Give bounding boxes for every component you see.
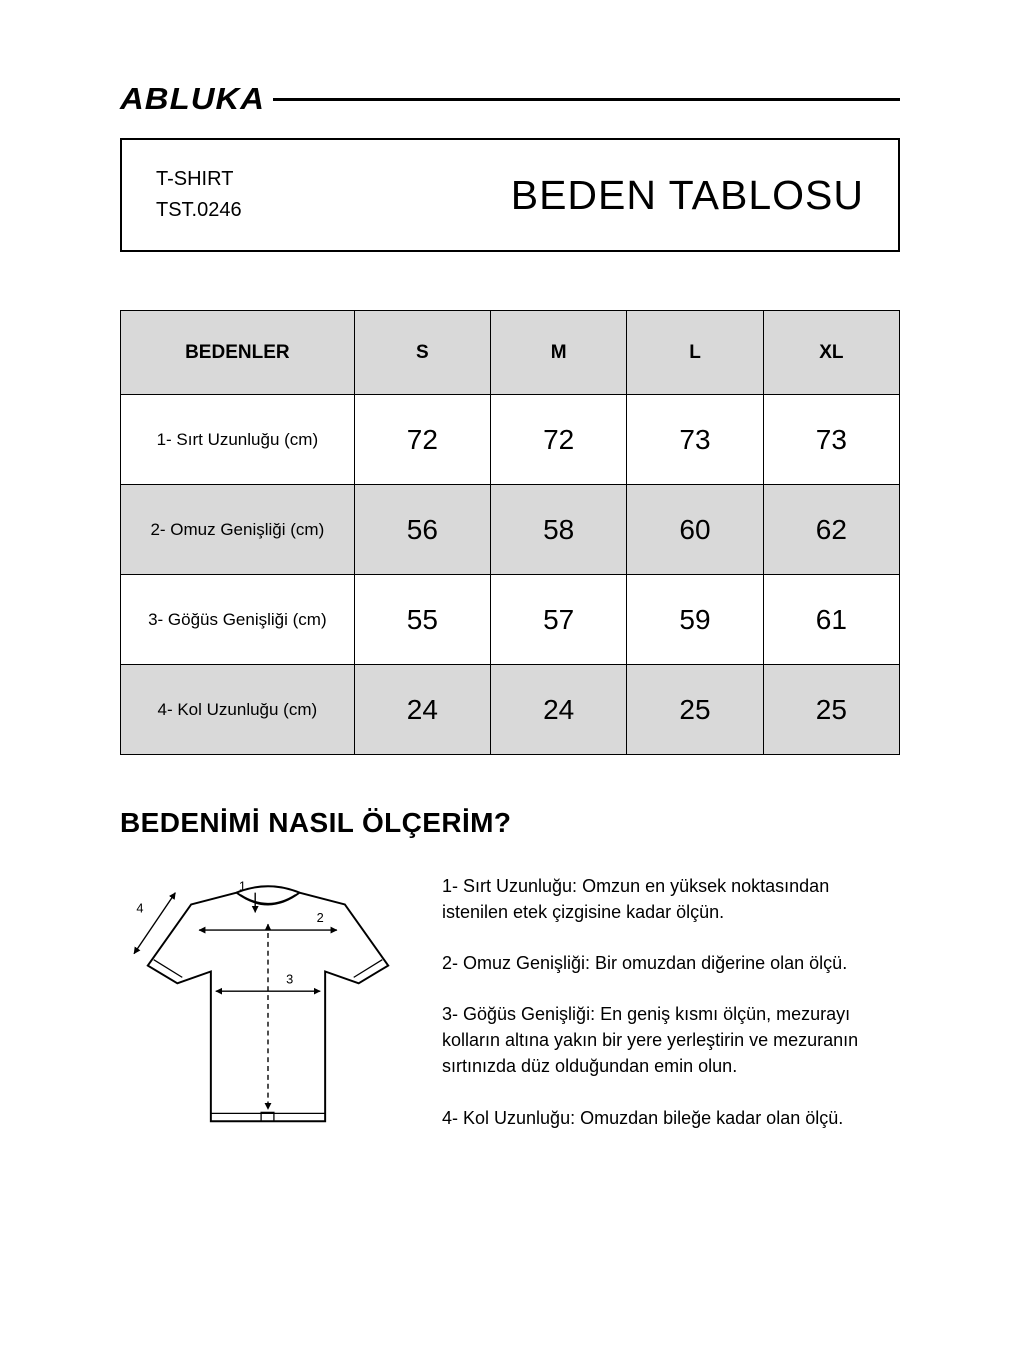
instruction-back-length: 1- Sırt Uzunluğu: Omzun en yüksek noktasından istenilen etek çizgisine kadar ölçün. [442, 876, 830, 923]
collar-rib-line [240, 895, 295, 904]
page-title: BEDEN TABLOSU [510, 171, 864, 218]
value-cell: 62 [763, 485, 899, 575]
value-cell: 72 [354, 395, 490, 485]
value-cell: 73 [763, 395, 899, 485]
value-cell: 24 [491, 665, 627, 755]
how-to-measure-section [120, 869, 900, 1156]
table-row-back-length [121, 395, 900, 485]
value-cell: 58 [491, 485, 627, 575]
diagram-label-3: 3 [286, 971, 294, 987]
diagram-label-4: 4 [136, 900, 144, 916]
size-table-header-bedenler: BEDENLER [121, 311, 355, 395]
value-cell: 59 [627, 575, 763, 665]
instruction-shoulder-width: 2- Omuz Genişliği: Bir omuzdan diğerine olan ölçü. [442, 953, 848, 974]
size-table [120, 310, 900, 755]
size-table-header-m: M [491, 311, 627, 395]
table-row-chest-width [121, 575, 900, 665]
value-cell: 25 [627, 665, 763, 755]
value-cell: 61 [763, 575, 899, 665]
table-row-sleeve-length [121, 665, 900, 755]
diagram-label-2: 2 [316, 910, 324, 926]
value-cell: 25 [763, 665, 899, 755]
tshirt-diagram [120, 869, 416, 1137]
brand-header [120, 82, 900, 116]
product-code: TST.0246 [156, 199, 242, 221]
row-label: 1- Sırt Uzunluğu (cm) [121, 395, 355, 485]
instruction-sleeve-length: 4- Kol Uzunluğu: Omuzdan bileğe kadar olan ölçü. [442, 1107, 844, 1128]
value-cell: 73 [627, 395, 763, 485]
tshirt-diagram-wrap [120, 869, 416, 1142]
table-row-shoulder-width [121, 485, 900, 575]
how-to-measure-heading: BEDENİMİ NASIL ÖLÇERİM? [120, 807, 512, 838]
measure-instructions [442, 869, 900, 1156]
value-cell: 56 [354, 485, 490, 575]
diagram-label-1: 1 [238, 878, 246, 894]
right-cuff-line [354, 960, 383, 978]
row-label: 3- Göğüs Genişliği (cm) [121, 575, 355, 665]
size-table-header-row [121, 311, 900, 395]
value-cell: 55 [354, 575, 490, 665]
value-cell: 24 [354, 665, 490, 755]
row-label: 4- Kol Uzunluğu (cm) [121, 665, 355, 755]
row-label: 2- Omuz Genişliği (cm) [121, 485, 355, 575]
size-table-header-xl: XL [763, 311, 899, 395]
product-info-box [120, 138, 900, 252]
header-divider-line [273, 98, 900, 101]
size-table-header-l: L [627, 311, 763, 395]
product-name: T-SHIRT [156, 168, 234, 190]
value-cell: 57 [491, 575, 627, 665]
left-cuff-line [154, 960, 183, 978]
value-cell: 72 [491, 395, 627, 485]
size-table-header-s: S [354, 311, 490, 395]
product-info [156, 164, 242, 226]
value-cell: 60 [627, 485, 763, 575]
brand-logo: ABLUKA [120, 81, 266, 116]
instruction-chest-width: 3- Göğüs Genişliği: En geniş kısmı ölçün, mezurayı kolların altına yakın bir yere yerleştirin ve mezuranın sırtınızda düz olduğundan emin olun. [442, 1004, 859, 1077]
